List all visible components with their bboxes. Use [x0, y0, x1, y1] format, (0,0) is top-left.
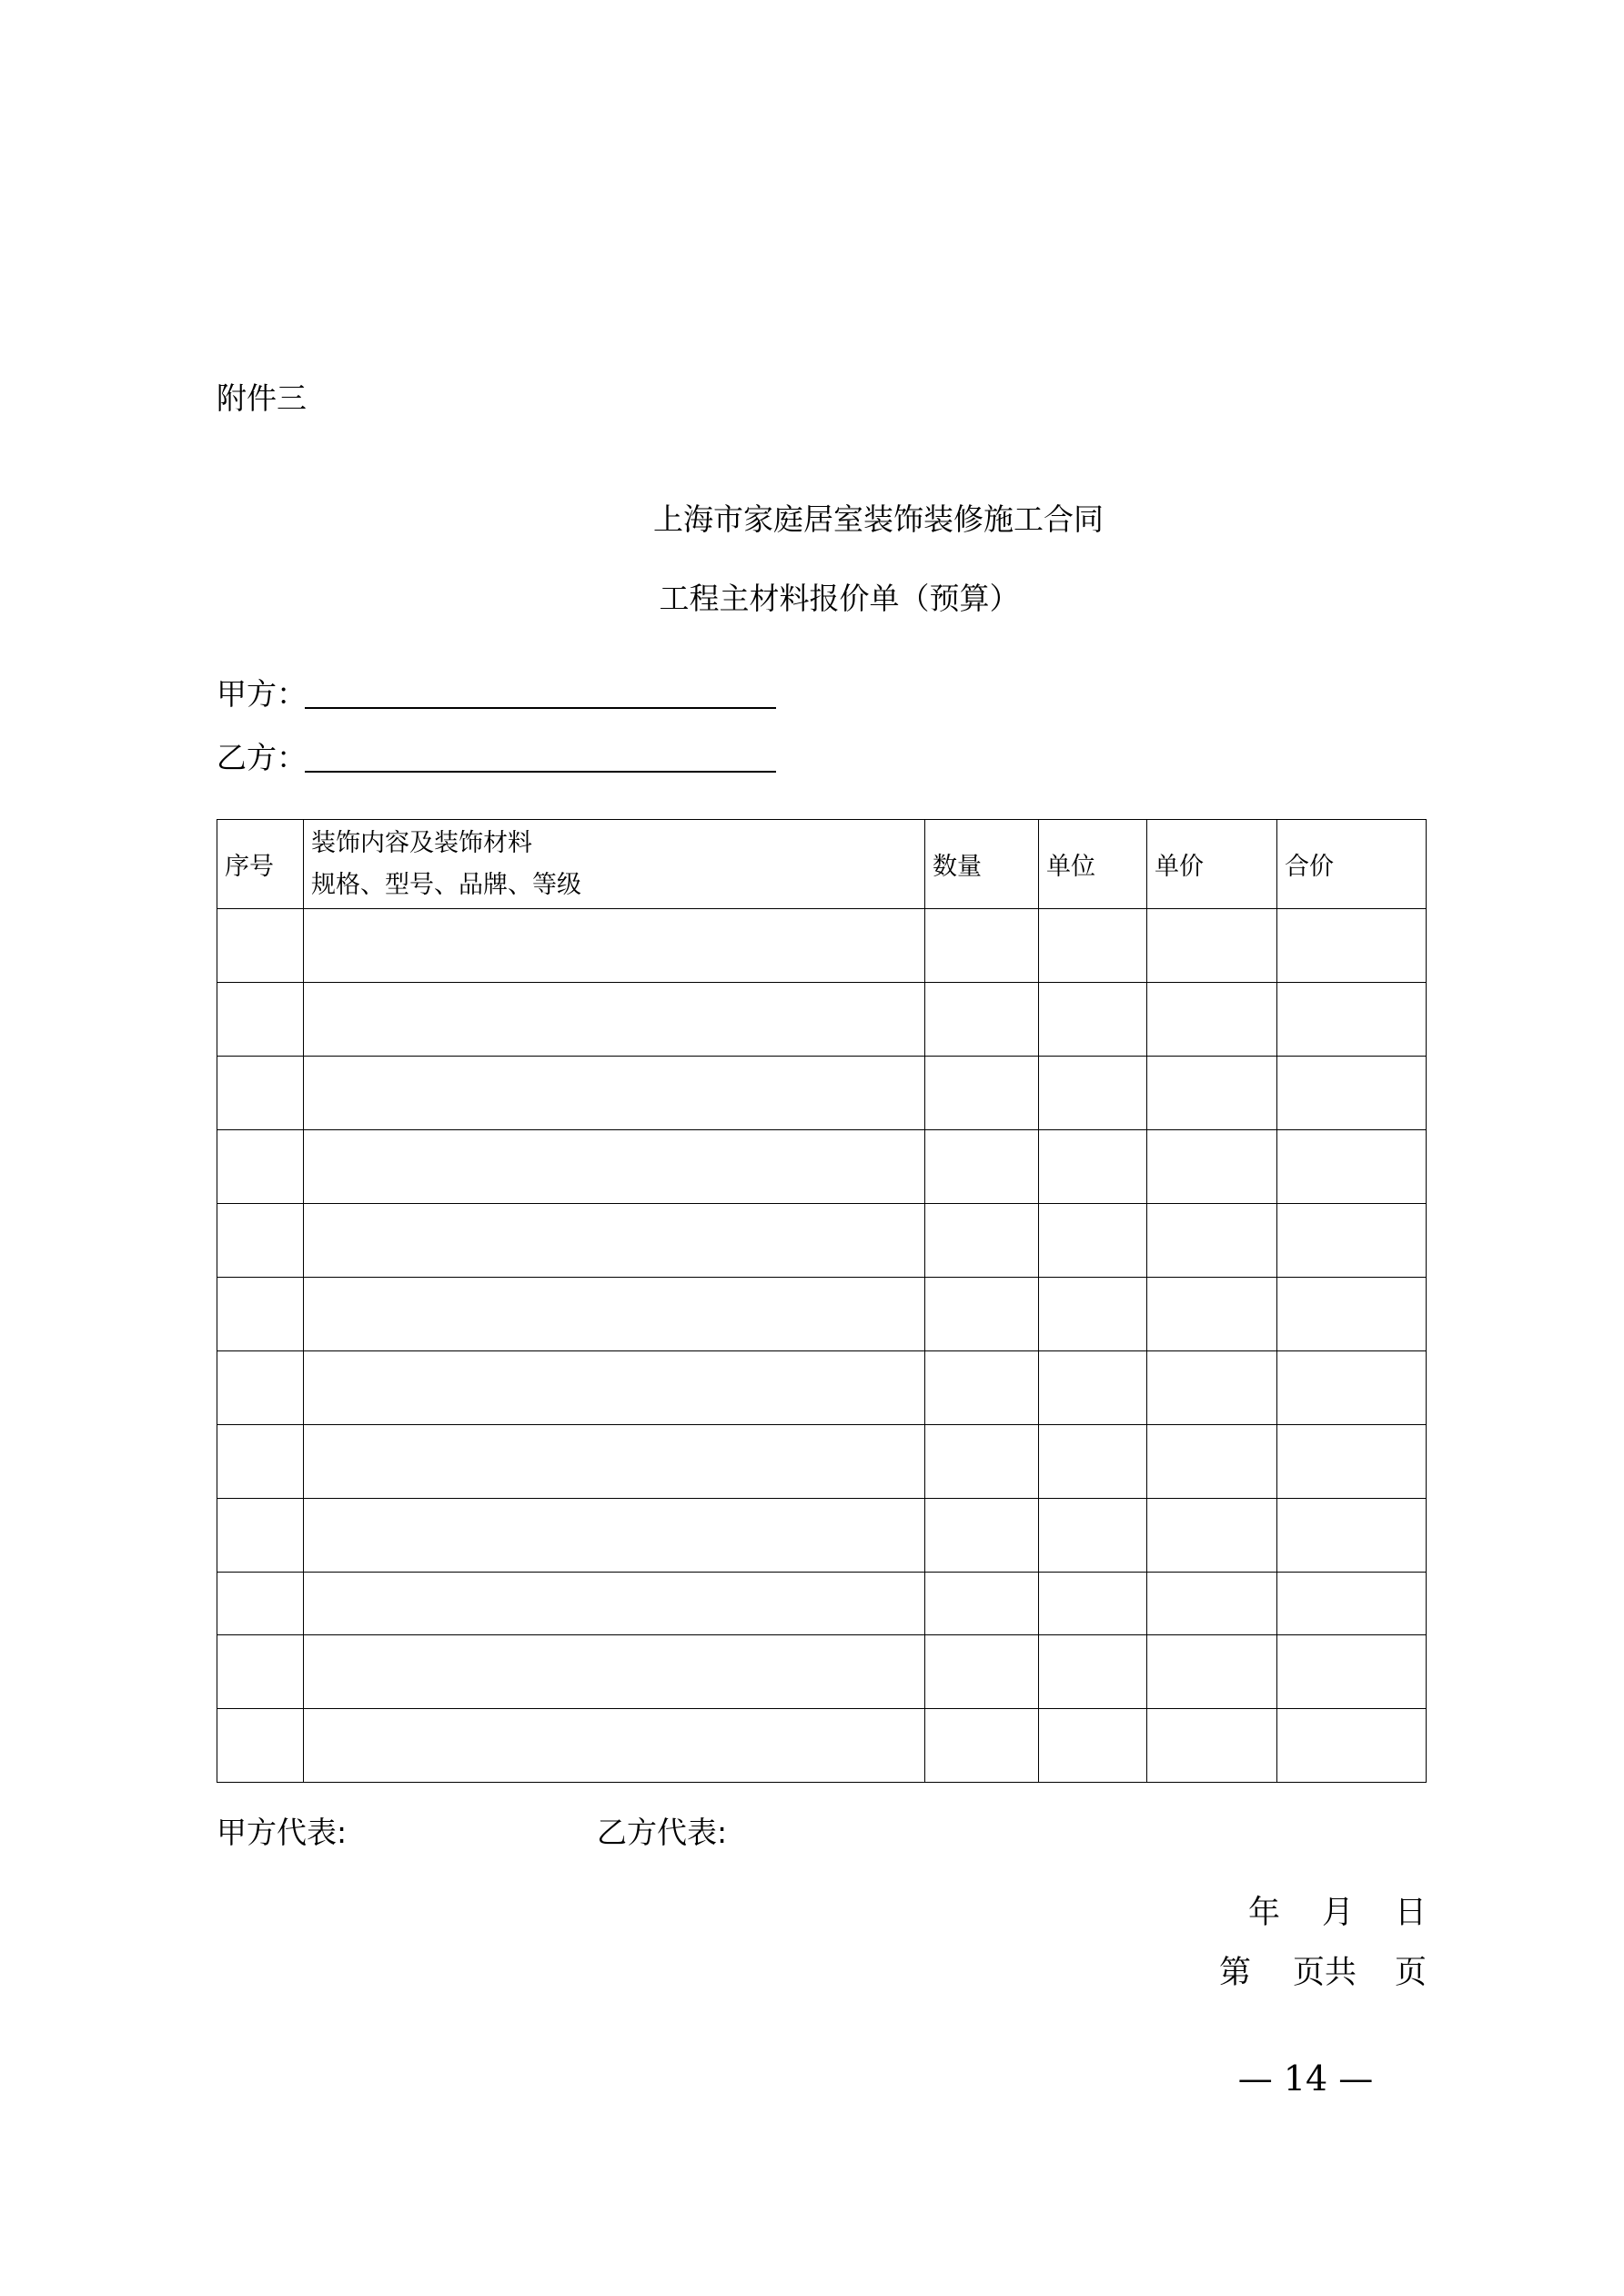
- cell[interactable]: [1039, 1499, 1147, 1573]
- header-seq: 序号: [217, 820, 304, 909]
- table-row: [217, 1057, 1427, 1130]
- cell[interactable]: [925, 983, 1039, 1057]
- cell[interactable]: [1277, 1204, 1427, 1278]
- table-row: [217, 1130, 1427, 1204]
- cell[interactable]: [1277, 1278, 1427, 1351]
- party-a-field: [217, 671, 307, 713]
- cell[interactable]: [1277, 1351, 1427, 1425]
- cell[interactable]: [217, 909, 304, 983]
- header-total: 合价: [1277, 820, 1427, 909]
- cell[interactable]: [925, 1351, 1039, 1425]
- cell[interactable]: [1039, 1057, 1147, 1130]
- party-a-label: 甲方：: [217, 676, 307, 712]
- cell[interactable]: [1147, 1057, 1277, 1130]
- table-row: [217, 1278, 1427, 1351]
- party-a-representative: 甲方代表:: [217, 1815, 348, 1850]
- cell[interactable]: [1277, 1709, 1427, 1783]
- cell[interactable]: [925, 1635, 1039, 1709]
- header-unit-price: 单价: [1147, 820, 1277, 909]
- cell[interactable]: [1147, 1425, 1277, 1499]
- table-header-row: [217, 820, 1427, 909]
- cell[interactable]: [1147, 1351, 1277, 1425]
- date-year-label: 年: [1248, 1895, 1281, 1931]
- header-unit: 单位: [1039, 820, 1147, 909]
- cell[interactable]: [304, 1709, 925, 1783]
- cell[interactable]: [1277, 1573, 1427, 1635]
- cell[interactable]: [217, 1709, 304, 1783]
- header-desc-line2: 规格、型号、品牌、等级: [311, 870, 581, 899]
- cell[interactable]: [1277, 1635, 1427, 1709]
- header-description: [304, 820, 925, 909]
- cell[interactable]: [304, 909, 925, 983]
- cell[interactable]: [304, 1499, 925, 1573]
- cell[interactable]: [925, 1709, 1039, 1783]
- cell[interactable]: [1039, 1425, 1147, 1499]
- cell[interactable]: [1039, 1130, 1147, 1204]
- cell[interactable]: [217, 1204, 304, 1278]
- attachment-label: 附件三: [217, 380, 307, 416]
- cell[interactable]: [1277, 1499, 1427, 1573]
- date-month-label: 月: [1322, 1895, 1355, 1931]
- cell[interactable]: [925, 1573, 1039, 1635]
- party-b-label: 乙方：: [217, 740, 307, 775]
- cell[interactable]: [1039, 1278, 1147, 1351]
- cell[interactable]: [1039, 909, 1147, 983]
- cell[interactable]: [1277, 983, 1427, 1057]
- cell[interactable]: [925, 909, 1039, 983]
- header-quantity: 数量: [925, 820, 1039, 909]
- material-quote-table: [217, 819, 1427, 1783]
- cell[interactable]: [1147, 1709, 1277, 1783]
- party-b-blank[interactable]: [305, 771, 776, 773]
- document-subtitle: 工程主材料报价单（预算）: [659, 581, 1020, 616]
- cell[interactable]: [217, 1425, 304, 1499]
- cell[interactable]: [1277, 1130, 1427, 1204]
- page-ye-label: 页: [1395, 1955, 1427, 1991]
- document-title: 上海市家庭居室装饰装修施工合同: [653, 501, 1104, 537]
- table-row: [217, 1499, 1427, 1573]
- date-day-label: 日: [1395, 1895, 1427, 1931]
- party-b-field: [217, 734, 307, 777]
- cell[interactable]: [217, 1499, 304, 1573]
- cell[interactable]: [925, 1425, 1039, 1499]
- table-row: [217, 1204, 1427, 1278]
- cell[interactable]: [304, 1130, 925, 1204]
- party-a-blank[interactable]: [305, 707, 776, 709]
- table-row: [217, 1351, 1427, 1425]
- cell[interactable]: [925, 1499, 1039, 1573]
- cell[interactable]: [1147, 1635, 1277, 1709]
- cell[interactable]: [1147, 1204, 1277, 1278]
- cell[interactable]: [1147, 1573, 1277, 1635]
- header-desc-line1: 装饰内容及装饰材料: [311, 828, 532, 857]
- cell[interactable]: [925, 1278, 1039, 1351]
- cell[interactable]: [217, 983, 304, 1057]
- cell[interactable]: [1039, 983, 1147, 1057]
- cell[interactable]: [217, 1573, 304, 1635]
- cell[interactable]: [1039, 1204, 1147, 1278]
- cell[interactable]: [304, 1278, 925, 1351]
- cell[interactable]: [304, 983, 925, 1057]
- cell[interactable]: [1039, 1635, 1147, 1709]
- cell[interactable]: [1147, 1278, 1277, 1351]
- cell[interactable]: [1039, 1351, 1147, 1425]
- cell[interactable]: [217, 1057, 304, 1130]
- cell[interactable]: [217, 1278, 304, 1351]
- cell[interactable]: [1039, 1573, 1147, 1635]
- table-row: [217, 1635, 1427, 1709]
- table-row: [217, 909, 1427, 983]
- table-row: [217, 1709, 1427, 1783]
- cell[interactable]: [1277, 909, 1427, 983]
- cell[interactable]: [304, 1057, 925, 1130]
- cell[interactable]: [925, 1057, 1039, 1130]
- cell[interactable]: [1147, 1130, 1277, 1204]
- page-ye-gong-label: 页共: [1293, 1955, 1357, 1991]
- cell[interactable]: [217, 1351, 304, 1425]
- cell[interactable]: [925, 1130, 1039, 1204]
- cell[interactable]: [1277, 1057, 1427, 1130]
- page-di-label: 第: [1219, 1955, 1252, 1991]
- party-b-representative: 乙方代表:: [597, 1815, 728, 1850]
- cell[interactable]: [1039, 1709, 1147, 1783]
- table-row: [217, 1425, 1427, 1499]
- cell[interactable]: [1147, 1499, 1277, 1573]
- table-row: [217, 983, 1427, 1057]
- cell[interactable]: [1277, 1425, 1427, 1499]
- page-number: — 14 —: [1237, 2058, 1374, 2099]
- cell[interactable]: [1147, 983, 1277, 1057]
- cell[interactable]: [304, 1573, 925, 1635]
- cell[interactable]: [304, 1351, 925, 1425]
- table-row: [217, 1573, 1427, 1635]
- cell[interactable]: [304, 1635, 925, 1709]
- cell[interactable]: [304, 1204, 925, 1278]
- cell[interactable]: [1147, 909, 1277, 983]
- cell[interactable]: [217, 1635, 304, 1709]
- cell[interactable]: [217, 1130, 304, 1204]
- cell[interactable]: [304, 1425, 925, 1499]
- cell[interactable]: [925, 1204, 1039, 1278]
